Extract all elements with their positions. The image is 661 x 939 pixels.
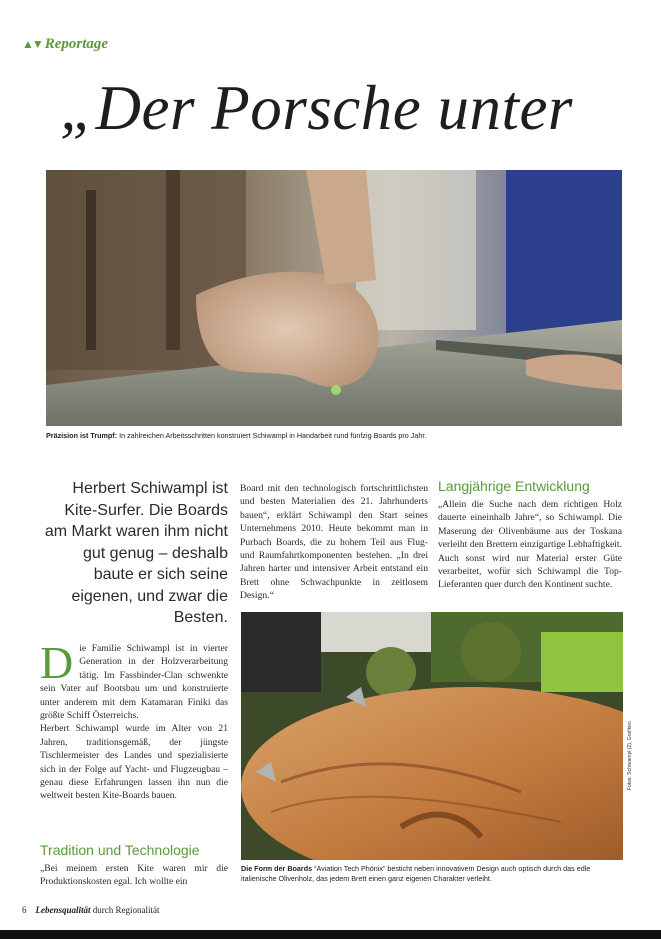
col1-paragraph-1: ie Familie Schiwampl ist in vierter Generation in der Holzverarbeitung tätig. Im Fassbinder-Clan schwenkte sein Vater auf Bootsbau um und konstruierte unter anderem mit dem Katamaran Finiki das größte Schiff Österreichs. [40,643,228,722]
subhead-entwicklung: Langjährige Entwicklung [438,478,590,494]
section-kicker [22,36,108,53]
workshop-photo [46,170,622,426]
column-1 [40,637,228,803]
page-number: 6 [22,905,27,915]
bottom-bar [0,930,661,939]
subhead-tradition: Tradition und Technologie [40,842,200,858]
column-2: Board mit den technologisch fortschrittlichsten und besten Materialien des 21. Jahrhunderts bauen“, erklärt Schiwampl den Start seines Unternehmens 2010. Heute bekommt man in Purbach Boards, die zu hohem Teil aus Flug- und Raumfahrtkomponenten bestehen. „In drei Jahren harter und intensiver Arbeit entstand ein Brett ohne Schwachpunkte in zeitlosem Design.“ [240,483,428,602]
col1-paragraph-3: „Bei meinem ersten Kite waren mir die Produktionskosten egal. Ich wollte ein [40,863,228,888]
col1-paragraph-2: Herbert Schiwampl wurde im Alter von 21 Jahren, traditionsgemäß, der jüngste Tischlermeister des Landes und spezialisierte sich in der Folge auf Yacht- und Flugzeugbau – genau diese Erfahrungen lassen ihn nun die weltweit besten Kite-Boards bauen. [40,723,228,802]
drop-cap: D [40,637,74,688]
page-footer [22,905,160,915]
photo-caption-1 [46,431,626,440]
caption-1-text: In zahlreichen Arbeitsschritten konstruiert Schiwampl in Handarbeit rund fünfzig Boards pro Jahr. [117,431,427,440]
triangle-icons: ▲▼ [22,37,42,51]
photo-caption-2 [241,864,626,884]
kicker-label: Reportage [44,36,109,52]
caption-2-bold: Die Form der Boards [241,864,313,873]
lead-paragraph: Herbert Schiwampl ist Kite-Surfer. Die Boards am Markt waren ihm nicht gut genug – deshalb baute er sich seine eigenen, und zwar die Besten. [44,480,228,626]
headline: „Der Porsche unter [60,73,573,143]
footer-brand-rest: durch Regionalität [90,905,160,915]
board-photo [241,612,623,860]
footer-brand-italic: Lebensqualität [35,905,91,915]
board-photo-illustration [241,612,623,860]
caption-1-bold: Präzision ist Trumpf: [46,431,118,440]
photo-credit: Fotos: Schiwampl (2), Grafiken [627,721,633,790]
caption-2-text: “Aviation Tech Phönix” besticht neben innovativem Design auch optisch durch das edle italienische Olivenholz, das jedem Brett einen ganz eigenen Charakter verleiht. [241,864,591,883]
column-3: „Allein die Suche nach dem richtigen Holz dauerte eineinhalb Jahre“, so Schiwampl. Die Maserung der Olivenbäume aus der Toskana verleiht den Brettern einzigartige Lebhaftigkeit. Auch sonst wird nur Material erster Güte verarbeitet, wofür sich Schiwampl die Top-Lieferanten quer durch den Kontinent suchte. [438,499,622,591]
workshop-photo-illustration [46,170,622,426]
